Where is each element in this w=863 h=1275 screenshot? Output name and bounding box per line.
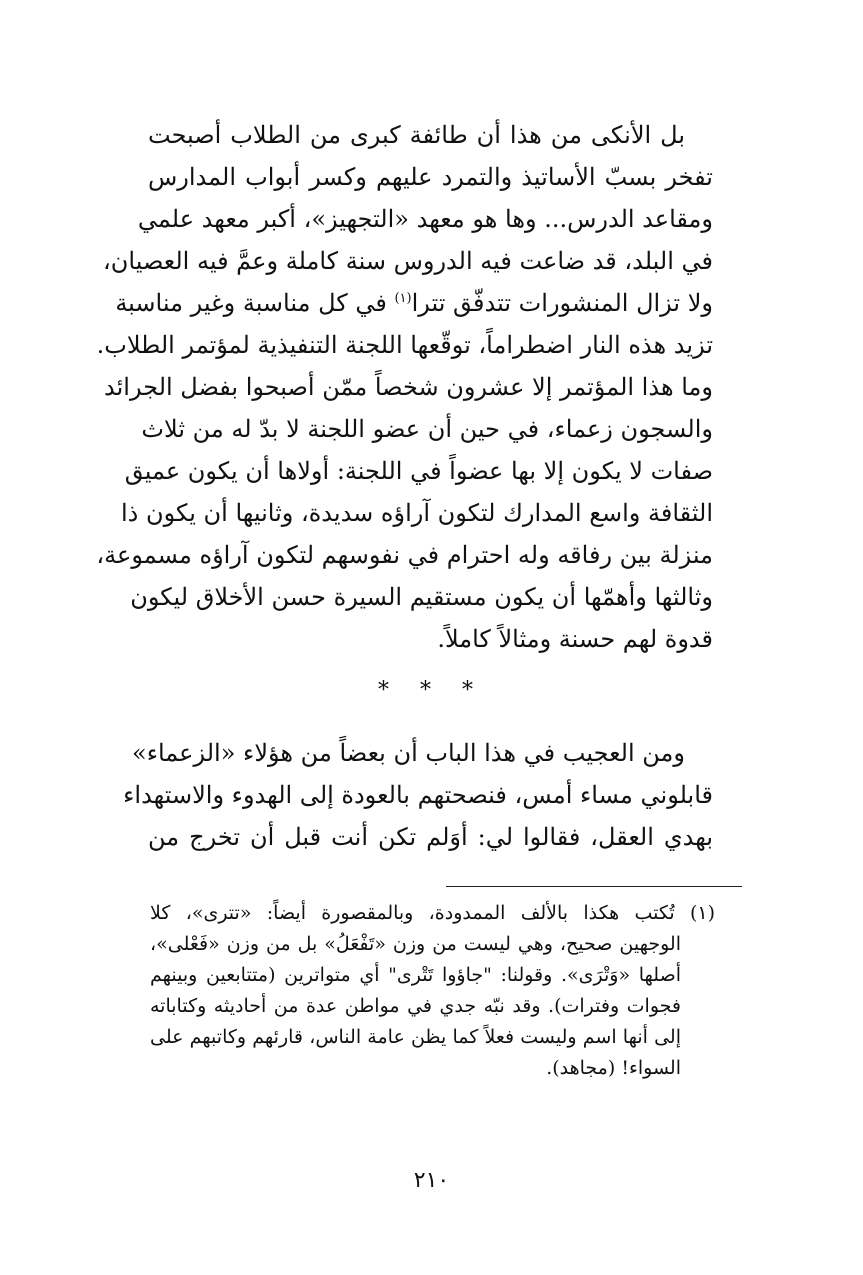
footnote-line: إلى أنها اسم وليست فعلاً كما يظن عامة الناس، قارئهم وكاتبهم على bbox=[150, 1026, 681, 1048]
text-line-with-footnote bbox=[115, 282, 713, 324]
text-fragment: ولا تزال المنشورات تتدفّق تترا bbox=[411, 289, 713, 317]
text-line: في البلد، قد ضاعت فيه الدروس سنة كاملة وعمَّ فيه العصيان، bbox=[103, 247, 713, 275]
text-fragment: في كل مناسبة وغير مناسبة bbox=[115, 289, 387, 317]
footnote-divider bbox=[446, 886, 742, 887]
text-line: وثالثها وأهمّها أن يكون مستقيم السيرة حسن الأخلاق ليكون bbox=[130, 583, 713, 611]
text-line: ومن العجيب في هذا الباب أن بعضاً من هؤلاء «الزعماء» bbox=[132, 739, 685, 767]
text-line: الثقافة واسع المدارك لتكون آراؤه سديدة، وثانيها أن يكون ذا bbox=[120, 499, 713, 527]
footnote-line: فجوات وفترات). وقد نبّه جدي في مواطن عدة من أحاديثه وكتاباته bbox=[150, 995, 681, 1017]
text-line: تفخر بسبّ الأساتيذ والتمرد عليهم وكسر أبواب المدارس bbox=[148, 163, 713, 191]
footnote-line: (١) تُكتب هكذا بالألف الممدودة، وبالمقصورة أيضاً: «تترى»، كلا bbox=[150, 902, 715, 924]
paragraph-1 bbox=[96, 114, 713, 660]
footnote-line: أصلها «وَتْرَى». وقولنا: "جاؤوا تَتْرى" أي متواترين (متتابعين وبينهم bbox=[150, 964, 681, 986]
text-line: بهدي العقل، فقالوا لي: أوَلم تكن أنت قبل أن تخرج من bbox=[148, 823, 713, 851]
page-number: ٢١٠ bbox=[413, 1168, 450, 1193]
text-line: وما هذا المؤتمر إلا عشرون شخصاً ممّن أصبحوا بفضل الجرائد bbox=[104, 373, 713, 401]
text-line: قدوة لهم حسنة ومثالاً كاملاً. bbox=[437, 625, 713, 653]
text-line: صفات لا يكون إلا بها عضواً في اللجنة: أولاها أن يكون عميق bbox=[124, 457, 713, 485]
footnote bbox=[150, 898, 715, 1084]
paragraph-2 bbox=[123, 732, 713, 858]
text-line: والسجون زعماء، في حين أن عضو اللجنة لا بدّ له من ثلاث bbox=[141, 415, 713, 443]
text-line: ومقاعد الدرس... وها هو معهد «التجهيز»، أكبر معهد علمي bbox=[137, 205, 713, 233]
text-line: قابلوني مساء أمس، فنصحتهم بالعودة إلى الهدوء والاستهداء bbox=[123, 781, 713, 809]
text-line: تزيد هذه النار اضطراماً، توقّعها اللجنة التنفيذية لمؤتمر الطلاب. bbox=[96, 331, 713, 359]
section-separator: * * * bbox=[378, 678, 485, 703]
footnote-line: السواء! (مجاهد). bbox=[546, 1057, 681, 1079]
text-line: منزلة بين رفاقه وله احترام في نفوسهم لتكون آراؤه مسموعة، bbox=[96, 541, 713, 569]
footnote-reference: (١) bbox=[394, 291, 412, 306]
footnote-line: الوجهين صحيح، وهي ليست من وزن «تَفْعَلُ» بل من وزن «فَعْلى»، bbox=[150, 933, 681, 955]
text-line: بل الأنكى من هذا أن طائفة كبرى من الطلاب أصبحت bbox=[148, 121, 685, 149]
